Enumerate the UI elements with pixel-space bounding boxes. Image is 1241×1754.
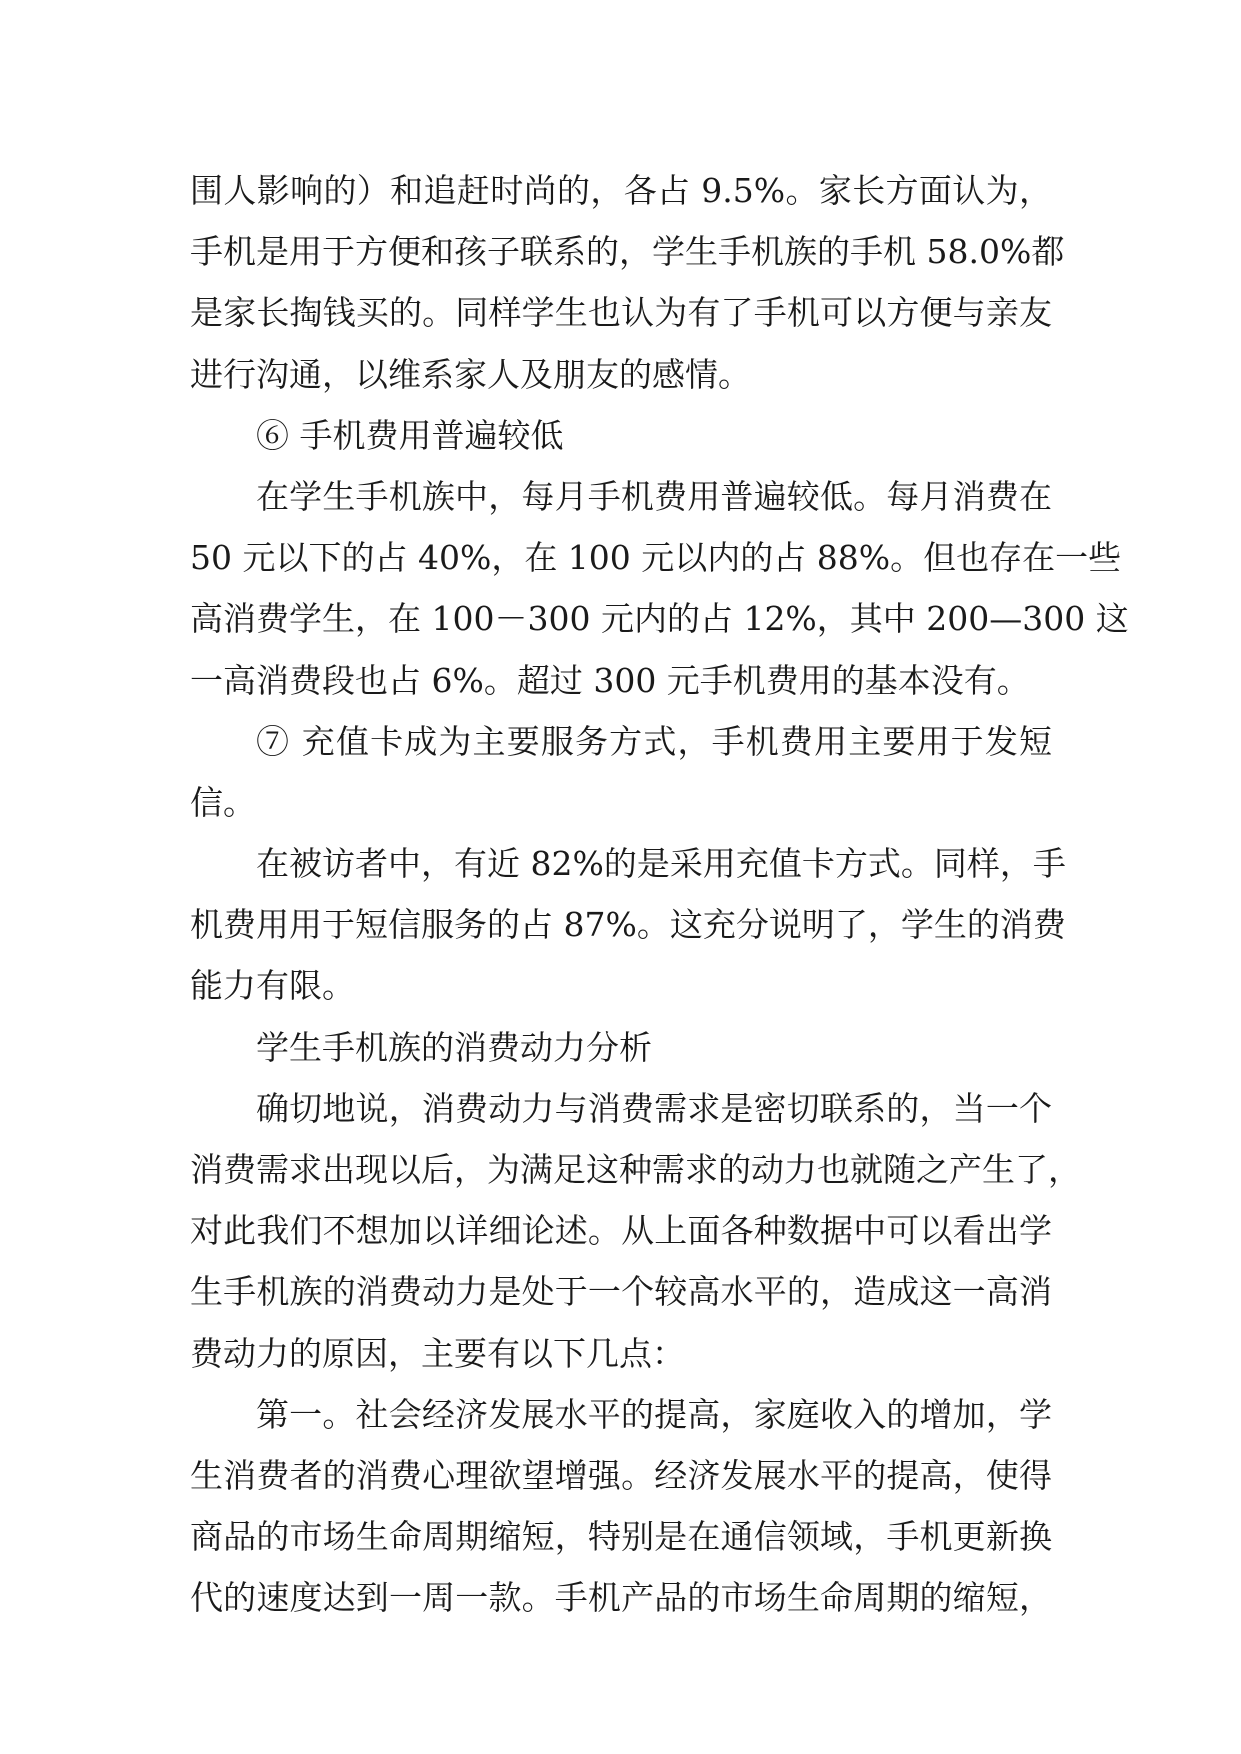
text-line: 一高消费段也占 6%。超过 300 元手机费用的基本没有。 [190,660,1030,700]
text-line: 在学生手机族中，每月手机费用普遍较低。每月消费在 [256,476,1052,516]
text-line: 学生手机族的消费动力分析 [256,1027,652,1067]
text-line: 能力有限。 [190,966,355,1006]
text-line: ⑥ 手机费用普遍较低 [256,415,564,455]
text-line: 是家长掏钱买的。同样学生也认为有了手机可以方便与亲友 [190,293,1052,333]
text-line: 商品的市场生命周期缩短，特别是在通信领域，手机更新换 [190,1517,1052,1557]
text-line: 生消费者的消费心理欲望增强。经济发展水平的提高，使得 [190,1455,1052,1495]
document-body [190,160,1129,1629]
text-line: 确切地说，消费动力与消费需求是密切联系的，当一个 [256,1088,1052,1128]
text-line: 机费用用于短信服务的占 87%。这充分说明了，学生的消费 [190,905,1066,945]
text-line: 费动力的原因，主要有以下几点： [190,1333,685,1373]
text-line: 50 元以下的占 40%，在 100 元以内的占 88%。但也存在一些 [190,538,1122,578]
text-line: ⑦ 充值卡成为主要服务方式，手机费用主要用于发短 [256,721,1052,761]
text-line: 消费需求出现以后，为满足这种需求的动力也就随之产生了， [190,1150,1081,1189]
text-line: 进行沟通，以维系家人及朋友的感情。 [190,354,751,394]
text-line: 第一。社会经济发展水平的提高，家庭收入的增加，学 [256,1394,1052,1434]
text-line: 信。 [190,782,256,822]
text-line: 围人影响的）和追赶时尚的，各占 9.5%。家长方面认为， [190,171,1052,210]
text-line: 手机是用于方便和孩子联系的，学生手机族的手机 58.0%都 [190,232,1065,272]
text-line: 在被访者中，有近 82%的是采用充值卡方式。同样，手 [256,844,1066,884]
text-line: 对此我们不想加以详细论述。从上面各种数据中可以看出学 [190,1211,1052,1251]
text-line: 高消费学生，在 100－300 元内的占 12%，其中 200—300 这 [190,599,1129,639]
text-line: 生手机族的消费动力是处于一个较高水平的，造成这一高消 [190,1272,1052,1312]
text-line: 代的速度达到一周一款。手机产品的市场生命周期的缩短， [190,1578,1052,1618]
